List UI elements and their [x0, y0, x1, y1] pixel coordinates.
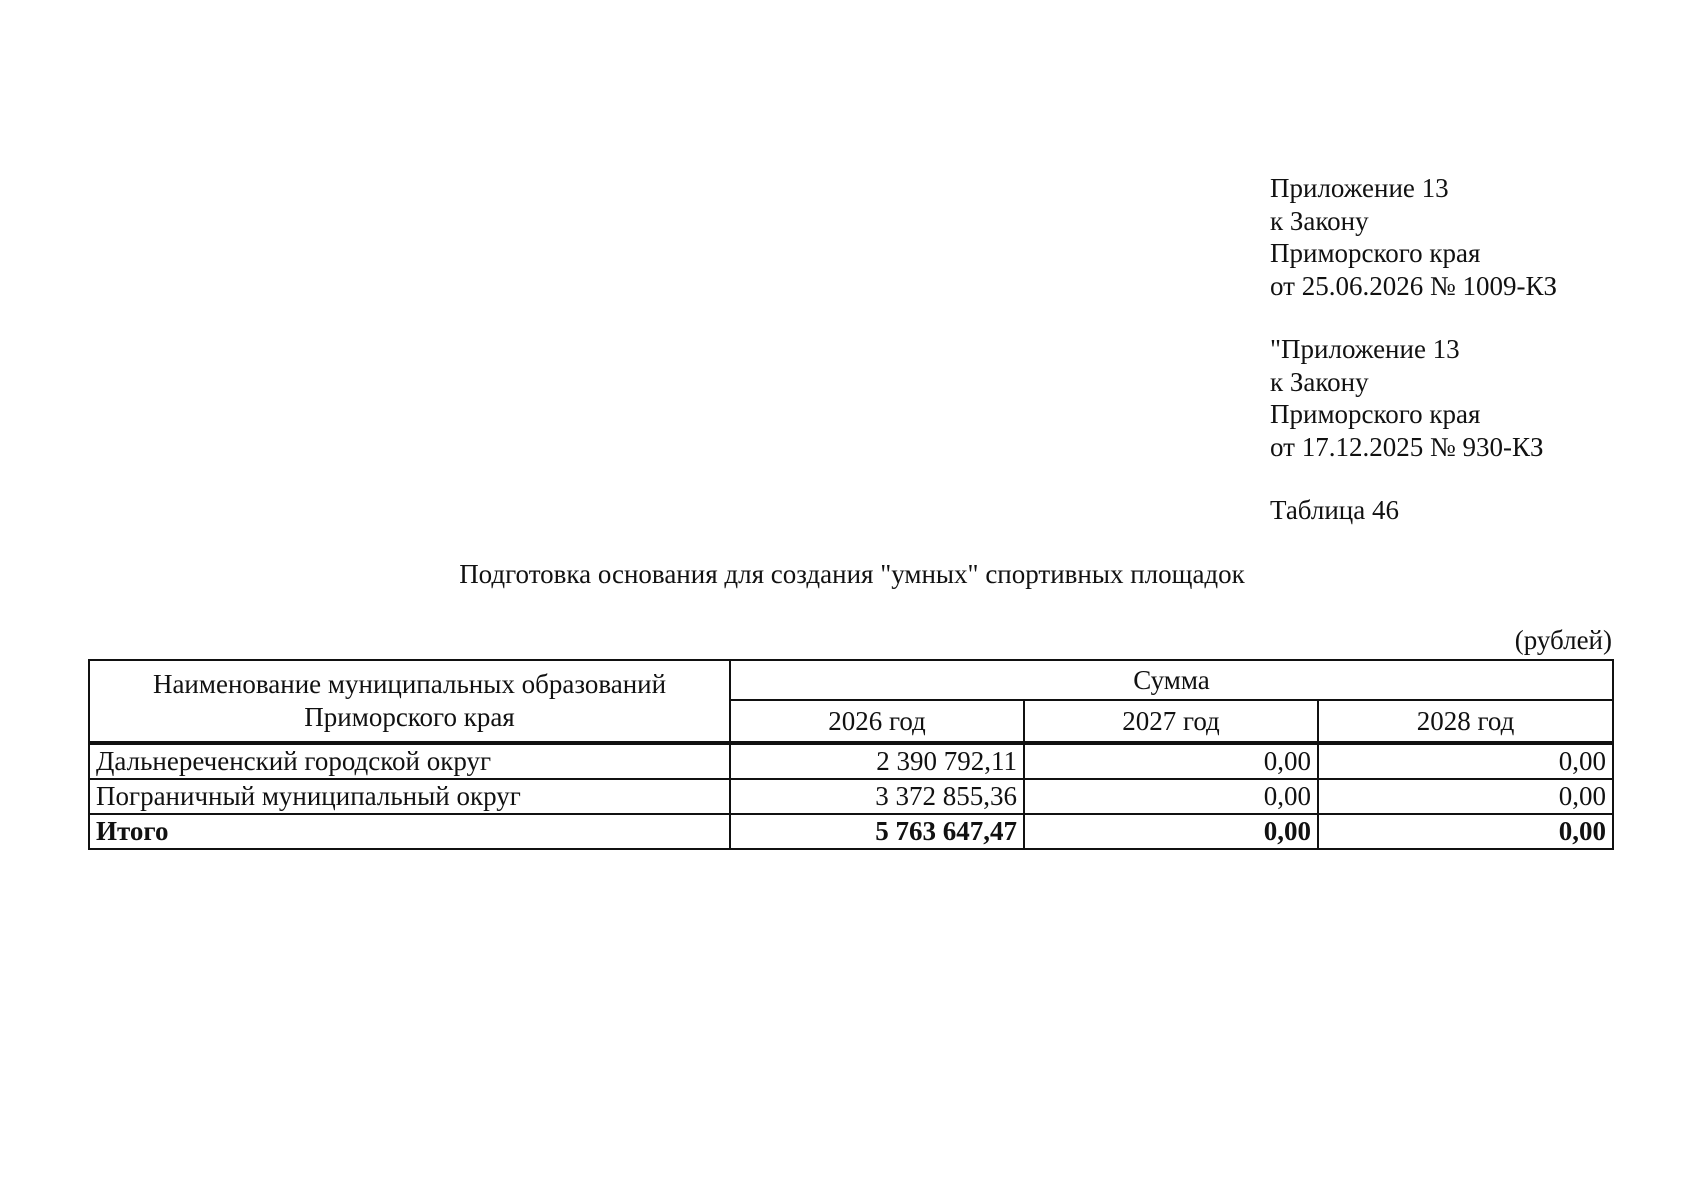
funding-table — [88, 659, 1614, 850]
row-value-2026: 3 372 855,36 — [730, 779, 1024, 814]
document-title: Подготовка основания для создания "умных" спортивных площадок — [459, 559, 1245, 589]
annex-current-line-3: Приморского края — [1270, 238, 1481, 268]
total-value-2028: 0,00 — [1318, 814, 1613, 849]
row-value-2028: 0,00 — [1318, 779, 1613, 814]
row-value-2027: 0,00 — [1024, 743, 1318, 779]
annex-current-reference — [1270, 172, 1557, 302]
annex-current-line-2: к Закону — [1270, 205, 1369, 236]
row-value-2026: 2 390 792,11 — [730, 743, 1024, 779]
annex-current-line-1: Приложение 13 — [1270, 173, 1449, 203]
annex-original-reference — [1270, 333, 1543, 463]
annex-original-line-1: "Приложение 13 — [1270, 334, 1460, 364]
year-header-2027: 2027 год — [1024, 700, 1318, 743]
table-row — [89, 743, 1613, 779]
municipality-column-header — [89, 660, 730, 743]
table-row — [89, 779, 1613, 814]
annex-current-line-4: от 25.06.2026 № 1009-КЗ — [1270, 270, 1557, 301]
table-number: Таблица 46 — [1270, 495, 1399, 525]
total-row — [89, 814, 1613, 849]
annex-original-line-2: к Закону — [1270, 366, 1369, 397]
header-row-1 — [89, 660, 1613, 700]
row-value-2028: 0,00 — [1318, 743, 1613, 779]
total-label: Итого — [89, 814, 730, 849]
row-municipality-name: Дальнереченский городской округ — [89, 743, 730, 779]
total-value-2027: 0,00 — [1024, 814, 1318, 849]
year-header-2026: 2026 год — [730, 700, 1024, 743]
annex-original-line-4: от 17.12.2025 № 930-КЗ — [1270, 431, 1544, 462]
row-municipality-name: Пограничный муниципальный округ — [89, 779, 730, 814]
year-header-2028: 2028 год — [1318, 700, 1613, 743]
municipality-header-line-2: Приморского края — [304, 702, 515, 732]
total-value-2026: 5 763 647,47 — [730, 814, 1024, 849]
municipality-header-line-1: Наименование муниципальных образований — [152, 669, 667, 699]
annex-original-line-3: Приморского края — [1270, 399, 1481, 429]
sum-column-header: Сумма — [730, 660, 1613, 700]
row-value-2027: 0,00 — [1024, 779, 1318, 814]
units-note: (рублей) — [1514, 625, 1612, 655]
